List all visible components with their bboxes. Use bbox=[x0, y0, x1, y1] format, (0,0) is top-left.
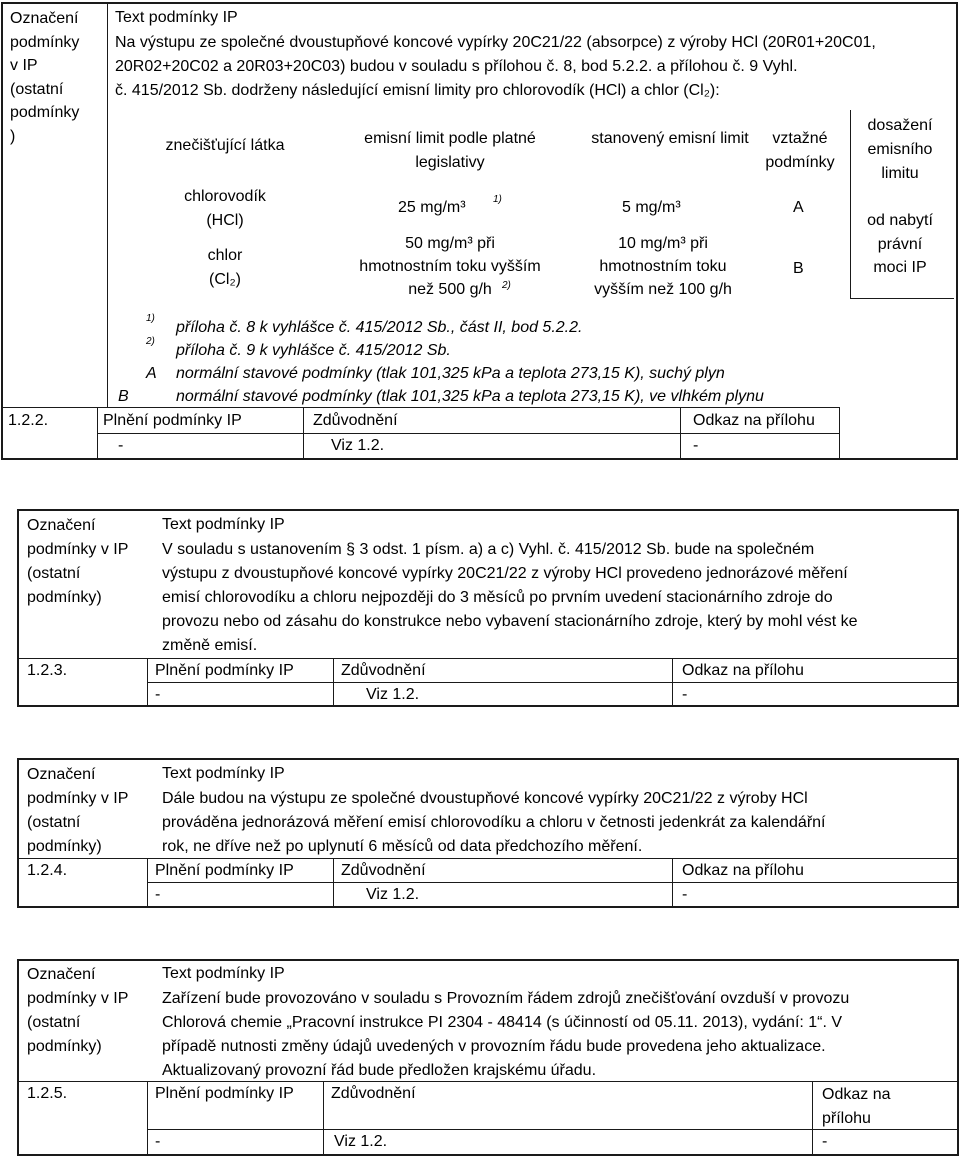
footnote-text: příloha č. 8 k vyhlášce č. 415/2012 Sb., část II, bod 5.2.2. bbox=[176, 319, 583, 336]
fulfil-divider bbox=[17, 858, 959, 859]
condition-label: Označení podmínky v IP (ostatní podmínky) bbox=[27, 766, 129, 855]
reason-value: Viz 1.2. bbox=[334, 1133, 388, 1150]
fulfil-value: - bbox=[155, 1133, 161, 1150]
attachment-value: - bbox=[693, 437, 699, 454]
footnote-mark: 1) bbox=[146, 313, 155, 324]
fulfil-divider bbox=[303, 407, 304, 458]
header-conditions: vztažné podmínky bbox=[765, 130, 835, 171]
header-legal-limit: emisní limit podle platné legislativy bbox=[364, 130, 536, 171]
condition-label: Označení podmínky v IP (ostatní podmínky) bbox=[27, 966, 129, 1055]
attachment-value: - bbox=[682, 886, 688, 903]
reason-header: Zdůvodnění bbox=[331, 1085, 416, 1102]
reason-value: Viz 1.2. bbox=[331, 437, 385, 454]
fulfil-divider bbox=[672, 658, 673, 705]
footnote-mark: 2) bbox=[146, 336, 155, 347]
condition-text: Zařízení bude provozováno v souladu s Provozním řádem zdrojů znečišťování ovzduší v provozu Chlorová chemie „Pracovní instrukce PI 2304 - 48414 (s účinností od 05.11. 2013), vydání: 1“. V případě nutnosti změny údajů uvedených v provozním řádu bude provedena jeho aktualizace. Aktualizovaný provozní řád bude předložen krajskému úřadu. bbox=[162, 990, 850, 1079]
attachment-value: - bbox=[822, 1133, 828, 1150]
legal-limit-hcl: 25 mg/m³ bbox=[398, 199, 466, 216]
fulfil-divider bbox=[680, 407, 681, 458]
fulfil-header: Plnění podmínky IP bbox=[103, 412, 242, 429]
condition-text: V souladu s ustanovením § 3 odst. 1 písm. a) a c) Vyhl. č. 415/2012 Sb. bude na společném výstupu z dvoustupňové koncové vypírky 20C21/22 z výroby HCl provedeno jednorázové měření emisí chlorovodíku a chloru nejpozději do 3 měsíců po prvním uvedení stacionárního zdroje do provozu nebo od zásahu do konstrukce nebo vybavení stacionárního zdroje, který by mohl vést ke změně emisí. bbox=[162, 541, 858, 654]
label-divider bbox=[107, 2, 108, 407]
fulfil-divider bbox=[147, 858, 148, 906]
attachment-value: - bbox=[682, 686, 688, 703]
condition-text: Na výstupu ze společné dvoustupňové koncové vypírky 20C21/22 (absorpce) z výroby HCl (20R01+20C01, 20R02+20C02 a 20R03+20C03) budou v souladu s přílohou č. 8, bod 5.2.2. a přílohou č. 9 Vyhl. č. 415/2012 Sb. dodrženy následující emisní limity pro chlorovodík (HCl) a chlor (Cl₂): bbox=[115, 34, 876, 99]
legal-limit-cl2: 50 mg/m³ při hmotnostním toku vyšším než 500 g/h bbox=[359, 235, 541, 298]
text-header: Text podmínky IP bbox=[162, 765, 285, 782]
conditions-cl2: B bbox=[793, 260, 804, 277]
fulfil-divider bbox=[97, 407, 98, 458]
achieve-value: od nabytí právní moci IP bbox=[867, 212, 933, 276]
conditions-hcl: A bbox=[793, 199, 804, 216]
attachment-header: Odkaz na přílohu bbox=[682, 662, 804, 679]
substance-cl2: chlor (Cl₂) bbox=[207, 247, 243, 288]
condition-number: 1.2.2. bbox=[8, 412, 49, 429]
note-mark-1: 1) bbox=[493, 194, 502, 205]
attachment-header: Odkaz na přílohu bbox=[693, 412, 815, 429]
fulfil-divider bbox=[323, 1081, 324, 1154]
fulfil-header: Plnění podmínky IP bbox=[155, 662, 294, 679]
condition-number: 1.2.5. bbox=[27, 1085, 68, 1102]
set-limit-hcl: 5 mg/m³ bbox=[622, 199, 681, 216]
fulfil-divider bbox=[147, 682, 959, 683]
fulfil-divider bbox=[97, 433, 839, 434]
set-limit-cl2: 10 mg/m³ při hmotnostním toku vyšším než 100 g/h bbox=[594, 235, 732, 298]
reason-value: Viz 1.2. bbox=[366, 886, 420, 903]
attachment-header: Odkaz na přílohu bbox=[822, 1086, 891, 1127]
fulfil-divider bbox=[672, 858, 673, 906]
fulfil-divider bbox=[17, 658, 959, 659]
footnote-text: normální stavové podmínky (tlak 101,325 kPa a teplota 273,15 K), ve vlhkém plynu bbox=[176, 388, 764, 405]
condition-label: Označení podmínky v IP (ostatní podmínky ) bbox=[10, 10, 80, 145]
fulfil-value: - bbox=[118, 437, 124, 454]
header-substance: znečišťující látka bbox=[165, 137, 285, 154]
text-header: Text podmínky IP bbox=[162, 516, 285, 533]
fulfil-divider bbox=[147, 1081, 148, 1154]
fulfil-value: - bbox=[155, 686, 161, 703]
footnote-mark: A bbox=[146, 365, 157, 382]
fulfil-divider bbox=[333, 658, 334, 705]
attachment-header: Odkaz na přílohu bbox=[682, 862, 804, 879]
condition-text: Dále budou na výstupu ze společné dvoustupňové koncové vypírky 20C21/22 z výroby HCl prováděna jednorázová měření emisí chlorovodíku a chloru v četnosti jedenkrát za kalendářní rok, ne dříve než po uplynutí 6 měsíců od data předchozího měření. bbox=[162, 790, 826, 855]
reason-header: Zdůvodnění bbox=[313, 412, 398, 429]
condition-number: 1.2.4. bbox=[27, 862, 68, 879]
reason-value: Viz 1.2. bbox=[366, 686, 420, 703]
fulfil-header: Plnění podmínky IP bbox=[155, 1085, 294, 1102]
fulfil-value: - bbox=[155, 886, 161, 903]
fulfil-divider bbox=[1, 407, 839, 408]
fulfil-divider bbox=[333, 858, 334, 906]
footnote-text: normální stavové podmínky (tlak 101,325 kPa a teplota 273,15 K), suchý plyn bbox=[176, 365, 725, 382]
note-mark-2: 2) bbox=[502, 280, 511, 291]
footnote-mark: B bbox=[118, 388, 129, 405]
condition-number: 1.2.3. bbox=[27, 662, 68, 679]
text-header: Text podmínky IP bbox=[115, 9, 238, 26]
substance-hcl: chlorovodík (HCl) bbox=[184, 188, 266, 229]
fulfil-divider bbox=[839, 407, 840, 458]
condition-label: Označení podmínky v IP (ostatní podmínky) bbox=[27, 517, 129, 606]
text-header: Text podmínky IP bbox=[162, 965, 285, 982]
fulfil-divider bbox=[812, 1081, 813, 1154]
fulfil-divider bbox=[17, 1081, 959, 1082]
reason-header: Zdůvodnění bbox=[341, 862, 426, 879]
fulfil-divider bbox=[147, 882, 959, 883]
fulfil-divider bbox=[147, 658, 148, 705]
header-set-limit: stanovený emisní limit bbox=[591, 130, 749, 147]
footnote-text: příloha č. 9 k vyhlášce č. 415/2012 Sb. bbox=[176, 342, 451, 359]
header-achieve: dosažení emisního limitu bbox=[867, 117, 933, 182]
reason-header: Zdůvodnění bbox=[341, 662, 426, 679]
fulfil-header: Plnění podmínky IP bbox=[155, 862, 294, 879]
